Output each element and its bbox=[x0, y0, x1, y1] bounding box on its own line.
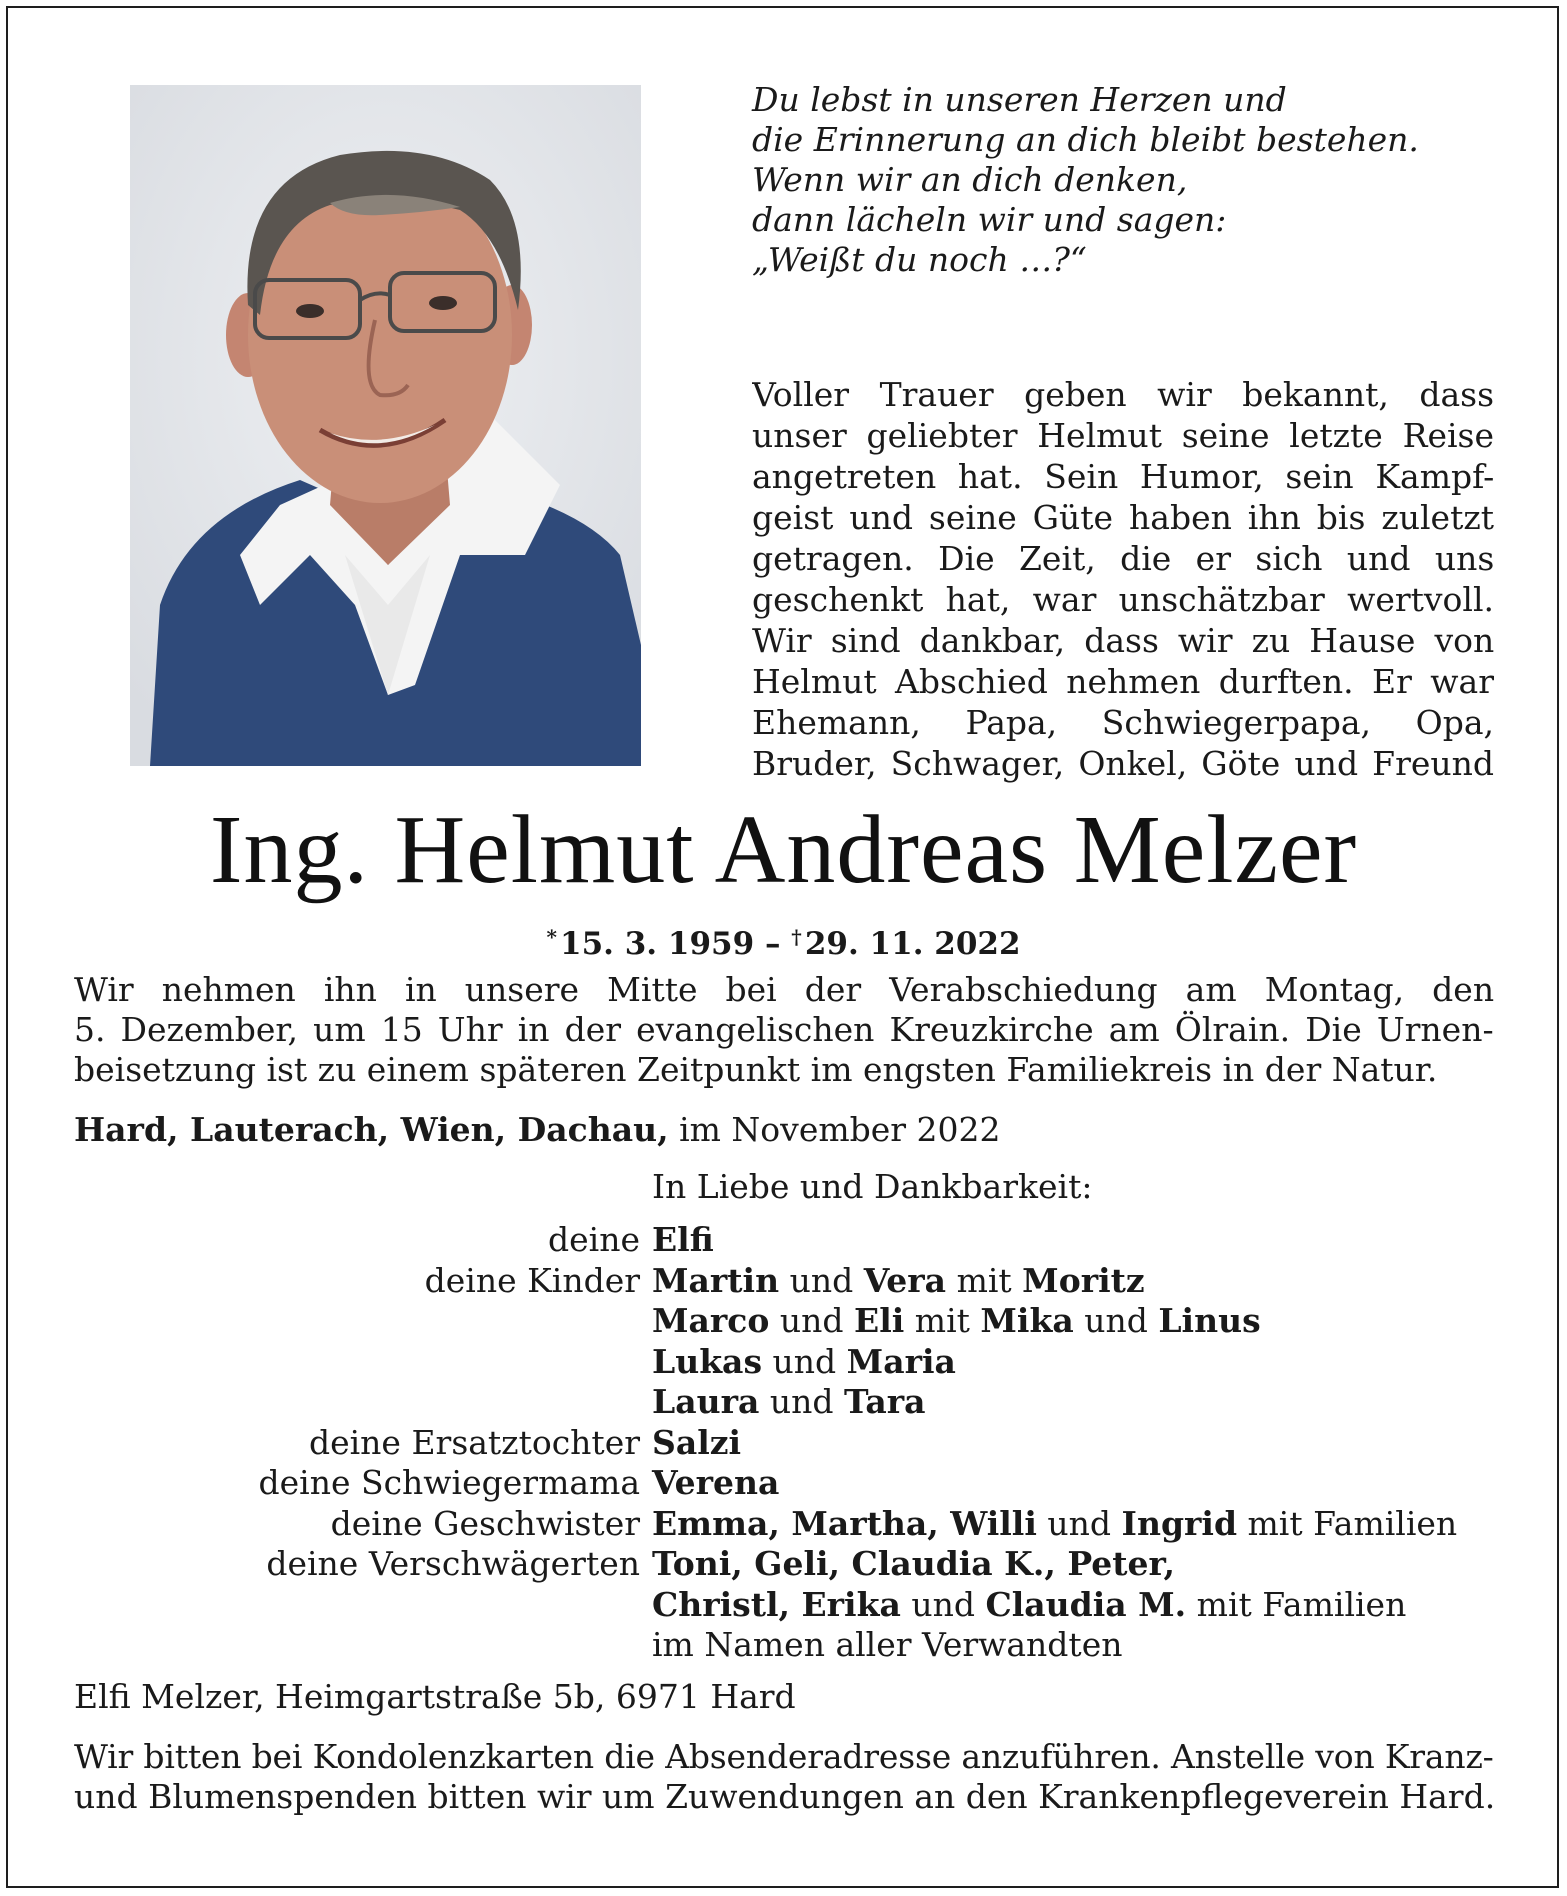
family-names bbox=[652, 1382, 926, 1422]
name: Salzi bbox=[652, 1422, 742, 1462]
family-names bbox=[652, 1423, 741, 1463]
announcement-line: Ehemann, Papa, Schwiegerpapa, Opa, bbox=[752, 703, 1494, 742]
name: Ingrid bbox=[1121, 1503, 1238, 1543]
family-names bbox=[652, 1504, 1457, 1544]
name: Marco bbox=[652, 1301, 770, 1340]
announcement-line: Helmut Abschied nehmen durften. Er war bbox=[752, 662, 1494, 701]
poem-line: Du lebst in unseren Herzen und bbox=[752, 80, 1287, 119]
family-names bbox=[652, 1342, 956, 1382]
name: Toni, Geli, Claudia K., Peter, bbox=[652, 1544, 1175, 1583]
family-row bbox=[0, 1544, 1567, 1585]
name: Christl, Erika bbox=[652, 1584, 901, 1624]
announcement-text bbox=[752, 374, 1494, 784]
relation-label: deine Schwiegermama bbox=[258, 1463, 640, 1502]
poem-line: Wenn wir an dich denken, bbox=[752, 160, 1188, 199]
name: Claudia M. bbox=[985, 1584, 1187, 1624]
name: Mika bbox=[980, 1301, 1074, 1340]
conjunction: mit Familien bbox=[1247, 1503, 1458, 1543]
family-names bbox=[652, 1220, 714, 1260]
name: Eli bbox=[854, 1301, 905, 1340]
closing-line: In Liebe und Dankbarkeit: bbox=[652, 1167, 1093, 1206]
portrait-illustration bbox=[130, 85, 641, 766]
conjunction: mit bbox=[914, 1301, 970, 1340]
family-row bbox=[0, 1504, 1567, 1545]
name: Tara bbox=[844, 1382, 926, 1421]
poem-line: dann lächeln wir und sagen: bbox=[752, 200, 1227, 239]
family-row bbox=[0, 1423, 1567, 1464]
poem-line: die Erinnerung an dich bleibt bestehen. bbox=[752, 120, 1419, 159]
announcement-line: angetreten hat. Sein Humor, sein Kampf- bbox=[752, 457, 1494, 496]
relatives-line: im Namen aller Verwandten bbox=[652, 1625, 1123, 1664]
life-dates bbox=[0, 917, 1567, 964]
family-names bbox=[652, 1261, 1145, 1301]
name: Moritz bbox=[1022, 1260, 1145, 1300]
birth-symbol: * bbox=[546, 925, 557, 949]
name: Emma, Martha, Willi bbox=[652, 1503, 1037, 1543]
family-names bbox=[652, 1463, 779, 1503]
note-line: Wir bitten bei Kondolenzkarten die Absenderadresse anzuführen. Anstelle von Kranz- bbox=[74, 1737, 1494, 1776]
condolence-note bbox=[74, 1737, 1494, 1817]
family-row bbox=[0, 1261, 1567, 1302]
note-line: und Blumenspenden bitten wir um Zuwendungen an den Krankenpflegeverein Hard. bbox=[74, 1777, 1496, 1816]
name: Lukas bbox=[652, 1341, 763, 1381]
conjunction: und bbox=[772, 1341, 837, 1381]
family-row bbox=[0, 1220, 1567, 1261]
conjunction: mit bbox=[956, 1260, 1012, 1300]
relation-label: deine Geschwister bbox=[330, 1503, 640, 1543]
date-separator: – bbox=[764, 926, 781, 962]
death-symbol: † bbox=[791, 925, 802, 949]
family-row bbox=[0, 1301, 1567, 1342]
relation-label: deine Verschwägerten bbox=[266, 1544, 640, 1583]
family-row bbox=[0, 1625, 1567, 1666]
family-row bbox=[0, 1463, 1567, 1504]
place-towns: Hard, Lauterach, Wien, Dachau, bbox=[74, 1110, 669, 1149]
name: Martin bbox=[652, 1260, 780, 1300]
portrait-photo bbox=[130, 85, 641, 766]
family-names bbox=[652, 1301, 1261, 1341]
relation-label: deine Kinder bbox=[424, 1260, 640, 1300]
sender-address: Elfi Melzer, Heimgartstraße 5b, 6971 Hard bbox=[74, 1677, 796, 1716]
service-info bbox=[74, 970, 1494, 1090]
family-names bbox=[652, 1544, 1175, 1584]
announcement-line: geist und seine Güte haben ihn bis zuletzt bbox=[752, 498, 1494, 537]
service-line: Wir nehmen ihn in unsere Mitte bei der Verabschiedung am Montag, den bbox=[74, 970, 1495, 1009]
conjunction: und bbox=[789, 1260, 854, 1300]
announcement-line: Wir sind dankbar, dass wir zu Hause von bbox=[752, 621, 1494, 660]
announcement-line: geschenkt hat, war unschätzbar wertvoll. bbox=[752, 580, 1494, 619]
conjunction: und bbox=[911, 1584, 975, 1624]
service-line: 5. Dezember, um 15 Uhr in der evangelischen Kreuzkirche am Ölrain. Die Urnen- bbox=[74, 1010, 1494, 1049]
name: Elfi bbox=[652, 1220, 714, 1259]
conjunction: und bbox=[769, 1382, 834, 1421]
family-list bbox=[0, 1220, 1567, 1666]
conjunction: und bbox=[779, 1301, 844, 1340]
conjunction: und bbox=[1047, 1503, 1112, 1543]
service-line: beisetzung ist zu einem späteren Zeitpunkt im engsten Familiekreis in der Natur. bbox=[74, 1050, 1438, 1089]
name: Verena bbox=[652, 1463, 780, 1502]
relation-label: deine bbox=[548, 1220, 640, 1259]
birth-date: 15. 3. 1959 bbox=[560, 926, 755, 962]
name: Laura bbox=[652, 1382, 760, 1421]
family-row bbox=[0, 1382, 1567, 1423]
name: Linus bbox=[1158, 1301, 1261, 1340]
name: Maria bbox=[846, 1341, 956, 1381]
family-row bbox=[0, 1585, 1567, 1626]
name: Vera bbox=[863, 1260, 947, 1300]
announcement-line: Voller Trauer geben wir bekannt, dass bbox=[752, 375, 1494, 414]
announcement-line: Bruder, Schwager, Onkel, Göte und Freund bbox=[752, 744, 1494, 783]
relation-label: deine Ersatztochter bbox=[308, 1422, 640, 1462]
place-month: im November 2022 bbox=[679, 1110, 1001, 1149]
announcement-line: unser geliebter Helmut seine letzte Reise bbox=[752, 416, 1494, 455]
family-row bbox=[0, 1342, 1567, 1383]
conjunction: und bbox=[1084, 1301, 1148, 1340]
announcement-line: getragen. Die Zeit, die er sich und uns bbox=[752, 539, 1494, 578]
memorial-poem bbox=[752, 80, 1512, 280]
death-date: 29. 11. 2022 bbox=[804, 926, 1021, 962]
family-names bbox=[652, 1585, 1406, 1625]
deceased-name: Ing. Helmut Andreas Melzer bbox=[209, 796, 1358, 904]
poem-line: „Weißt du noch …?“ bbox=[752, 240, 1087, 279]
place-date bbox=[74, 1110, 1001, 1150]
conjunction: mit Familien bbox=[1196, 1584, 1407, 1624]
